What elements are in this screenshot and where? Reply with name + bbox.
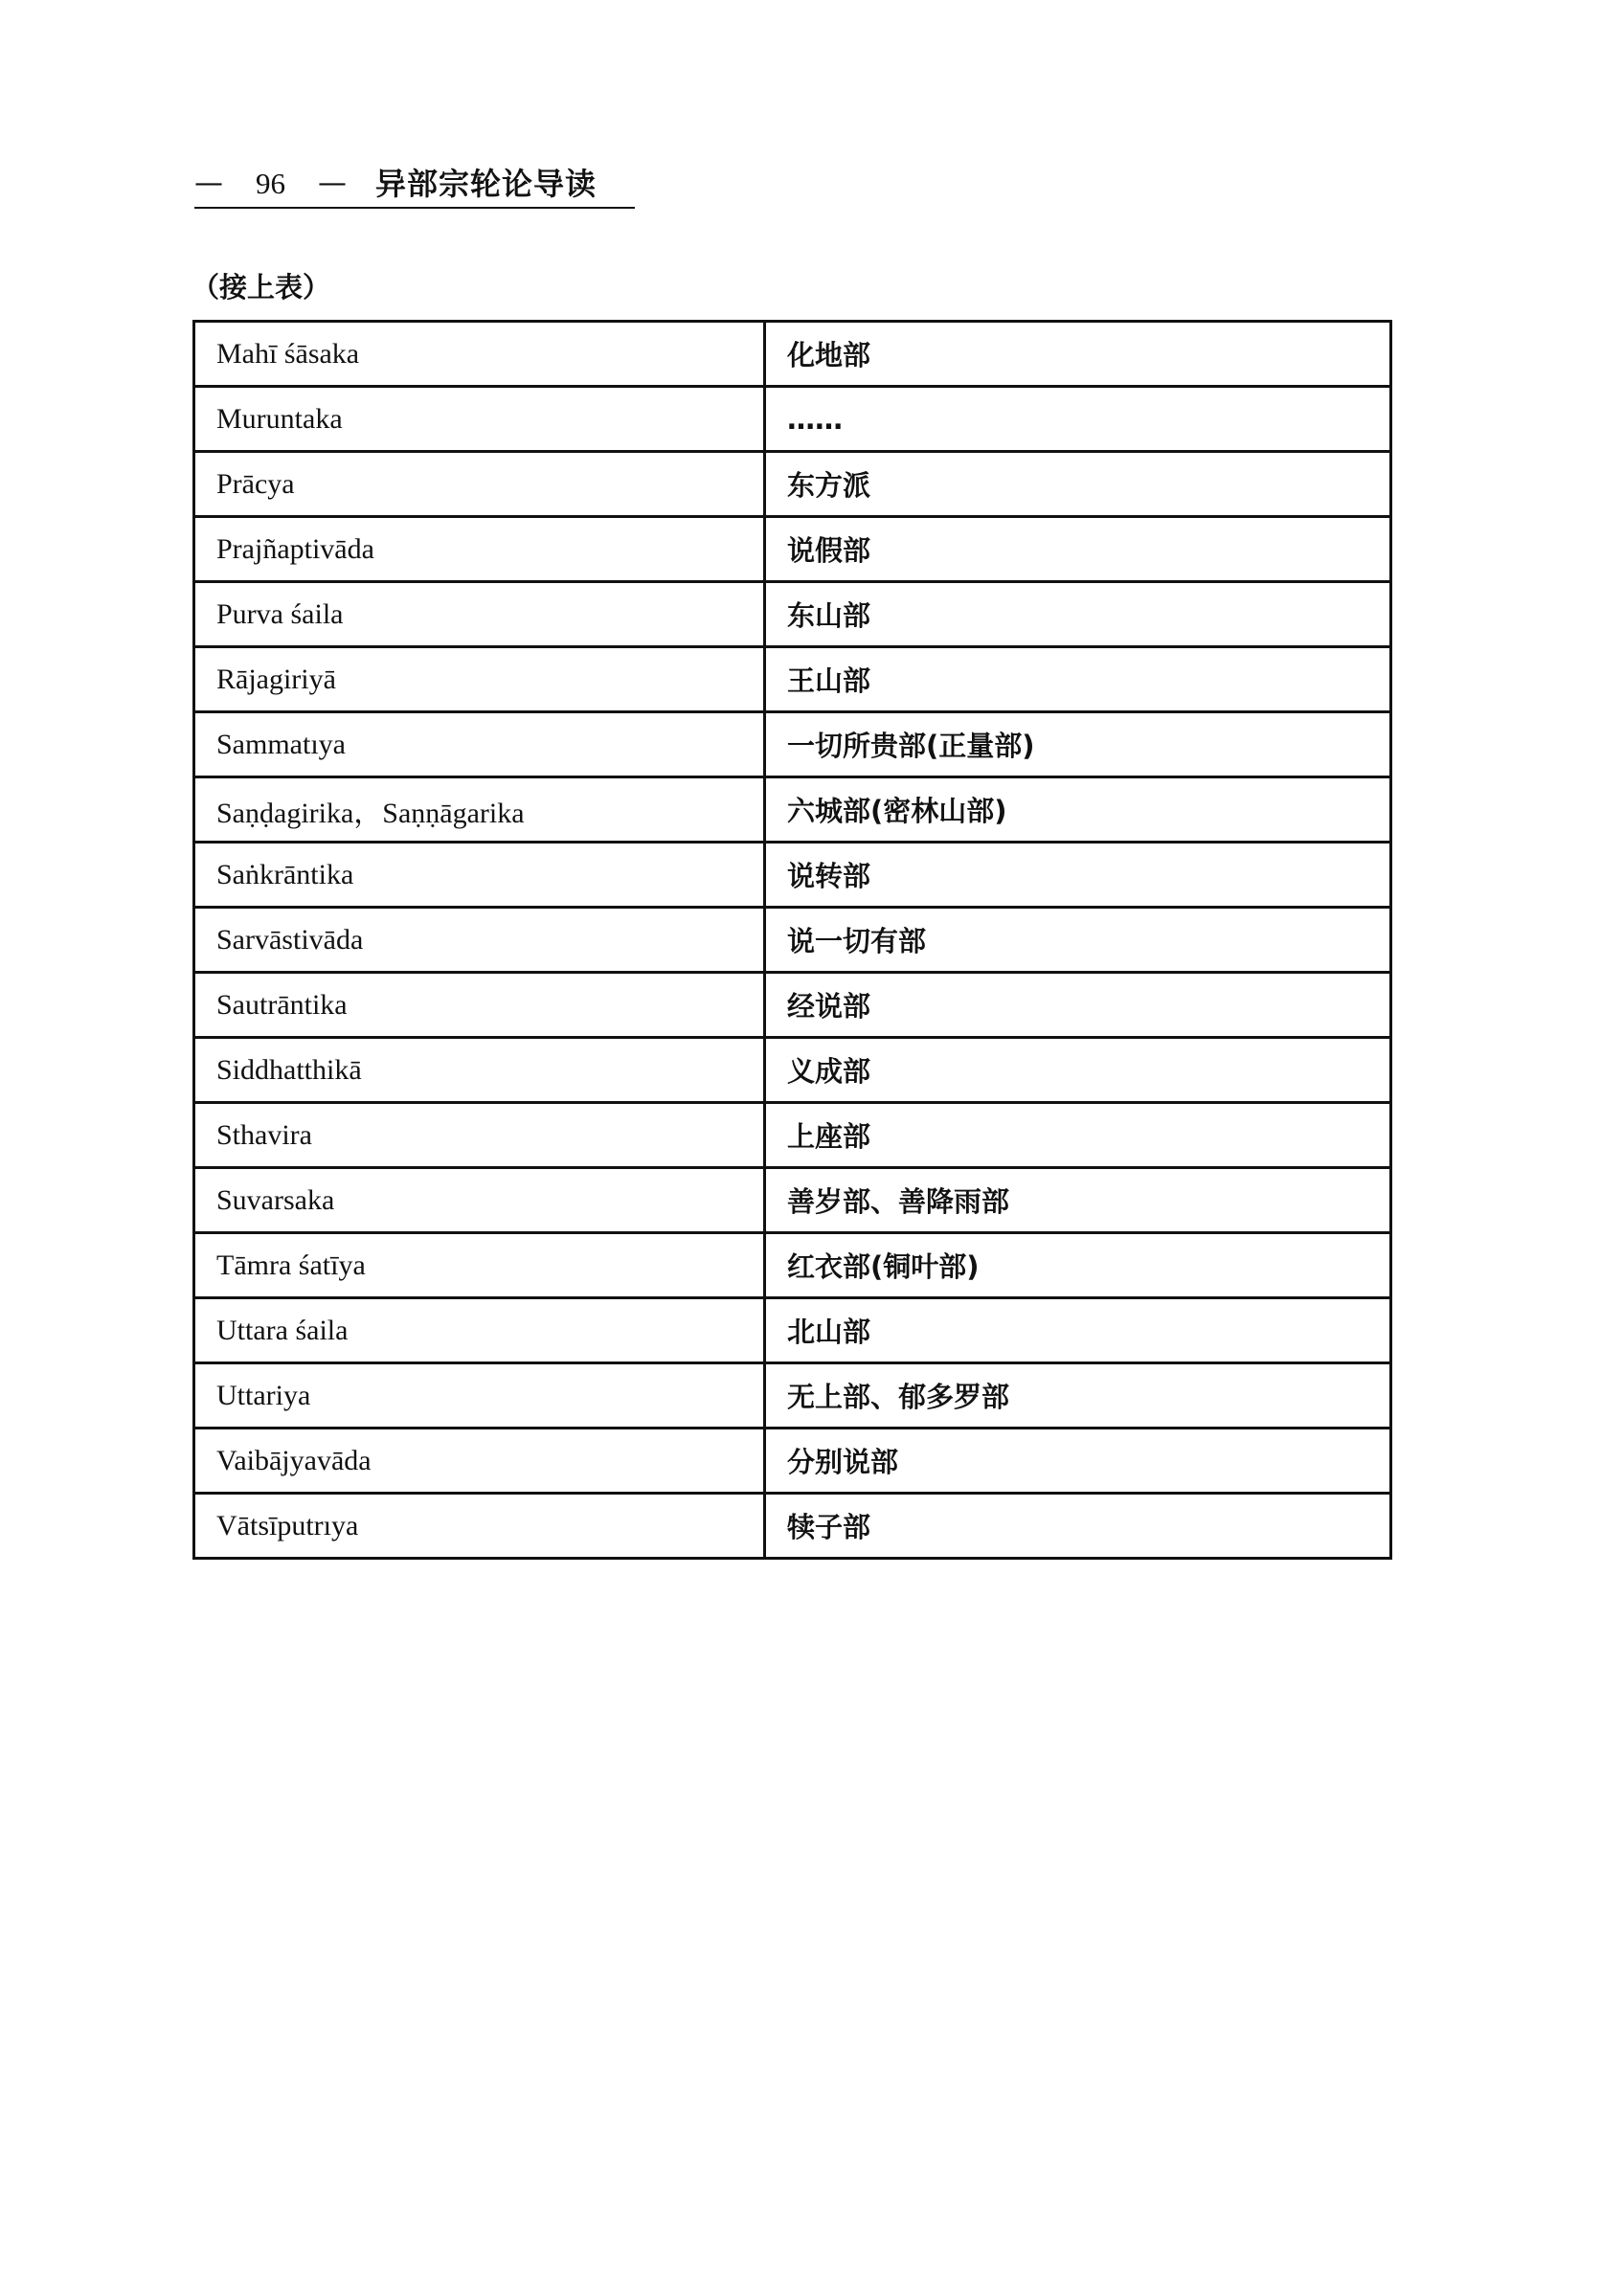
table-row [194, 387, 1391, 452]
table-row [194, 1168, 1391, 1233]
table-row [194, 582, 1391, 647]
sanskrit-name-cell: Suvarsaka [194, 1168, 765, 1233]
chinese-name-cell: 说一切有部 [765, 908, 1391, 973]
table-row [194, 517, 1391, 582]
chinese-name-cell: 六城部(密林山部) [765, 777, 1391, 843]
page-header [194, 161, 635, 209]
chinese-name-cell: 分别说部 [765, 1429, 1391, 1494]
table-row [194, 973, 1391, 1038]
chinese-name-cell: 善岁部、善降雨部 [765, 1168, 1391, 1233]
table-row [194, 777, 1391, 843]
sanskrit-name-cell: Siddhatthikā [194, 1038, 765, 1103]
chinese-name-cell: 义成部 [765, 1038, 1391, 1103]
header-dash-left: — [194, 167, 223, 200]
sanskrit-name-cell: Sarvāstivāda [194, 908, 765, 973]
chinese-name-cell: …… [765, 387, 1391, 452]
chinese-name-cell: 犊子部 [765, 1494, 1391, 1559]
sanskrit-name-cell: Tāmra śatīya [194, 1233, 765, 1298]
sanskrit-name-cell: Prajñaptivāda [194, 517, 765, 582]
table-row [194, 1233, 1391, 1298]
sanskrit-name-cell: Saṇḍagirika，Saṇṇāgarika [194, 777, 765, 843]
chinese-name-cell: 经说部 [765, 973, 1391, 1038]
glossary-table [192, 320, 1392, 1560]
sanskrit-name-cell: Uttariya [194, 1363, 765, 1429]
chinese-name-cell: 说转部 [765, 843, 1391, 908]
sanskrit-name-cell: Sthavira [194, 1103, 765, 1168]
sanskrit-name-cell: Purva śaila [194, 582, 765, 647]
sanskrit-name-cell: Saṅkrāntika [194, 843, 765, 908]
table-row [194, 647, 1391, 712]
table-row [194, 1363, 1391, 1429]
chinese-name-cell: 王山部 [765, 647, 1391, 712]
chinese-name-cell: 北山部 [765, 1298, 1391, 1363]
sanskrit-name-cell: Prācya [194, 452, 765, 517]
table-row [194, 712, 1391, 777]
sanskrit-name-cell: Vaibājyavāda [194, 1429, 765, 1494]
page-number: 96 [256, 167, 285, 200]
chinese-name-cell: 一切所贵部(正量部) [765, 712, 1391, 777]
table-row [194, 1103, 1391, 1168]
table-row [194, 1429, 1391, 1494]
table-row [194, 1298, 1391, 1363]
sanskrit-name-cell: Mahī śāsaka [194, 322, 765, 387]
chinese-name-cell: 说假部 [765, 517, 1391, 582]
sanskrit-name-cell: Muruntaka [194, 387, 765, 452]
table-row [194, 1038, 1391, 1103]
chinese-name-cell: 化地部 [765, 322, 1391, 387]
chinese-name-cell: 无上部、郁多罗部 [765, 1363, 1391, 1429]
table-row [194, 452, 1391, 517]
sanskrit-name-cell: Sautrāntika [194, 973, 765, 1038]
header-dash-right: — [318, 167, 347, 200]
sanskrit-name-cell: Vātsīputrıya [194, 1494, 765, 1559]
glossary-table-body [194, 322, 1391, 1559]
book-title: 异部宗轮论导读 [375, 166, 598, 202]
table-row [194, 322, 1391, 387]
sanskrit-name-cell: Rājagiriyā [194, 647, 765, 712]
table-row [194, 843, 1391, 908]
chinese-name-cell: 红衣部(铜叶部) [765, 1233, 1391, 1298]
chinese-name-cell: 东方派 [765, 452, 1391, 517]
chinese-name-cell: 上座部 [765, 1103, 1391, 1168]
sanskrit-name-cell: Uttara śaila [194, 1298, 765, 1363]
chinese-name-cell: 东山部 [765, 582, 1391, 647]
table-row [194, 1494, 1391, 1559]
table-row [194, 908, 1391, 973]
sanskrit-name-cell: Sammatıya [194, 712, 765, 777]
continued-note: （接上表） [192, 271, 331, 304]
